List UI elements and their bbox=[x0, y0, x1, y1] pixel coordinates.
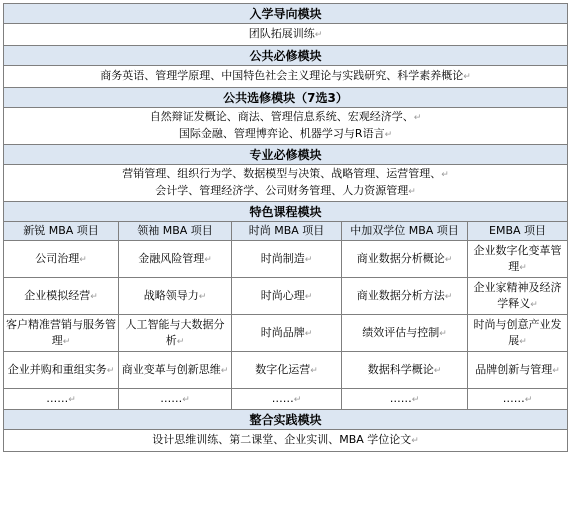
paragraph-mark-icon: ↵ bbox=[384, 130, 393, 140]
paragraph-mark-icon: ↵ bbox=[90, 291, 98, 302]
paragraph-mark-icon: ↵ bbox=[176, 336, 185, 347]
practice-module-title: 整合实践模块 bbox=[4, 410, 568, 430]
featured-course-cell: 人工智能与大数据分析↵ bbox=[119, 315, 232, 352]
paragraph-mark-icon: ↵ bbox=[62, 336, 71, 347]
paragraph-mark-icon: ↵ bbox=[304, 254, 313, 265]
major-required-content: 营销管理、组织行为学、数据模型与决策、战略管理、运营管理、↵ 会计学、管理经济学、公司财务管理、人力资源管理↵ bbox=[4, 165, 568, 202]
featured-course-cell: ……↵ bbox=[342, 389, 468, 410]
featured-course-cell: 商业数据分析概论↵ bbox=[342, 241, 468, 278]
curriculum-table bbox=[3, 3, 568, 452]
paragraph-mark-icon: ↵ bbox=[441, 170, 449, 180]
paragraph-mark-icon: ↵ bbox=[408, 187, 416, 197]
paragraph-mark-icon: ↵ bbox=[439, 328, 447, 339]
featured-course-cell: 时尚制造↵ bbox=[232, 241, 342, 278]
featured-course-cell: 客户精准营销与服务管理↵ bbox=[4, 315, 119, 352]
featured-course-cell: 数字化运营↵ bbox=[232, 352, 342, 389]
featured-course-cell: ……↵ bbox=[468, 389, 568, 410]
featured-course-cell: 金融风险管理↵ bbox=[119, 241, 232, 278]
paragraph-mark-icon: ↵ bbox=[182, 394, 190, 405]
paragraph-mark-icon: ↵ bbox=[530, 299, 538, 310]
featured-course-cell: 公司治理↵ bbox=[4, 241, 119, 278]
featured-course-row bbox=[4, 352, 568, 389]
paragraph-mark-icon: ↵ bbox=[198, 291, 207, 302]
featured-course-cell: 商业变革与创新思维↵ bbox=[119, 352, 232, 389]
paragraph-mark-icon: ↵ bbox=[304, 328, 313, 339]
featured-course-cell: ……↵ bbox=[4, 389, 119, 410]
featured-course-cell: 数据科学概论↵ bbox=[342, 352, 468, 389]
paragraph-mark-icon: ↵ bbox=[433, 365, 442, 376]
featured-course-cell: 企业家精神及经济学释义↵ bbox=[468, 278, 568, 315]
featured-course-row bbox=[4, 315, 568, 352]
paragraph-mark-icon: ↵ bbox=[411, 436, 419, 446]
public-elective-title: 公共选修模块（7选3） bbox=[4, 88, 568, 108]
paragraph-mark-icon: ↵ bbox=[413, 113, 422, 123]
paragraph-mark-icon: ↵ bbox=[552, 365, 560, 376]
featured-course-cell: 时尚与创意产业发展↵ bbox=[468, 315, 568, 352]
featured-course-cell: 企业模拟经营↵ bbox=[4, 278, 119, 315]
paragraph-mark-icon: ↵ bbox=[204, 254, 212, 265]
intro-module-title: 入学导向模块 bbox=[4, 4, 568, 24]
featured-column-header: 中加双学位 MBA 项目 bbox=[342, 222, 468, 241]
featured-course-row bbox=[4, 241, 568, 278]
public-elective-content: 自然辩证发概论、商法、管理信息系统、宏观经济学、↵ 国际金融、管理博弈论、机器学习与R语言↵ bbox=[4, 108, 568, 145]
featured-course-cell: 品牌创新与管理↵ bbox=[468, 352, 568, 389]
paragraph-mark-icon: ↵ bbox=[220, 365, 229, 376]
practice-module-content: 设计思维训练、第二课堂、企业实训、MBA 学位论文↵ bbox=[4, 430, 568, 452]
featured-course-row bbox=[4, 278, 568, 315]
featured-course-cell: 商业数据分析方法↵ bbox=[342, 278, 468, 315]
featured-course-cell: ……↵ bbox=[232, 389, 342, 410]
paragraph-mark-icon: ↵ bbox=[310, 365, 318, 376]
public-required-title: 公共必修模块 bbox=[4, 46, 568, 66]
paragraph-mark-icon: ↵ bbox=[106, 365, 115, 376]
featured-course-cell: 时尚心理↵ bbox=[232, 278, 342, 315]
paragraph-mark-icon: ↵ bbox=[304, 291, 313, 302]
featured-column-header: 领袖 MBA 项目 bbox=[119, 222, 232, 241]
paragraph-mark-icon: ↵ bbox=[68, 394, 76, 405]
paragraph-mark-icon: ↵ bbox=[411, 394, 420, 405]
featured-course-cell: 战略领导力↵ bbox=[119, 278, 232, 315]
paragraph-mark-icon: ↵ bbox=[314, 30, 323, 40]
featured-course-cell: 企业数字化变革管理↵ bbox=[468, 241, 568, 278]
paragraph-mark-icon: ↵ bbox=[519, 262, 527, 273]
paragraph-mark-icon: ↵ bbox=[79, 254, 87, 265]
intro-module-content: 团队拓展训练↵ bbox=[4, 24, 568, 46]
paragraph-mark-icon: ↵ bbox=[524, 394, 533, 405]
featured-column-header: EMBA 项目 bbox=[468, 222, 568, 241]
paragraph-mark-icon: ↵ bbox=[444, 254, 453, 265]
paragraph-mark-icon: ↵ bbox=[463, 72, 471, 82]
paragraph-mark-icon: ↵ bbox=[293, 394, 302, 405]
featured-module-title: 特色课程模块 bbox=[4, 202, 568, 222]
paragraph-mark-icon: ↵ bbox=[519, 336, 527, 347]
featured-column-header: 新锐 MBA 项目 bbox=[4, 222, 119, 241]
public-required-content: 商务英语、管理学原理、中国特色社会主义理论与实践研究、科学素养概论↵ bbox=[4, 66, 568, 88]
featured-course-cell: 时尚品牌↵ bbox=[232, 315, 342, 352]
featured-course-row bbox=[4, 389, 568, 410]
featured-column-header: 时尚 MBA 项目 bbox=[232, 222, 342, 241]
paragraph-mark-icon: ↵ bbox=[444, 291, 453, 302]
featured-course-cell: ……↵ bbox=[119, 389, 232, 410]
featured-course-cell: 绩效评估与控制↵ bbox=[342, 315, 468, 352]
major-required-title: 专业必修模块 bbox=[4, 145, 568, 165]
featured-course-cell: 企业并购和重组实务↵ bbox=[4, 352, 119, 389]
